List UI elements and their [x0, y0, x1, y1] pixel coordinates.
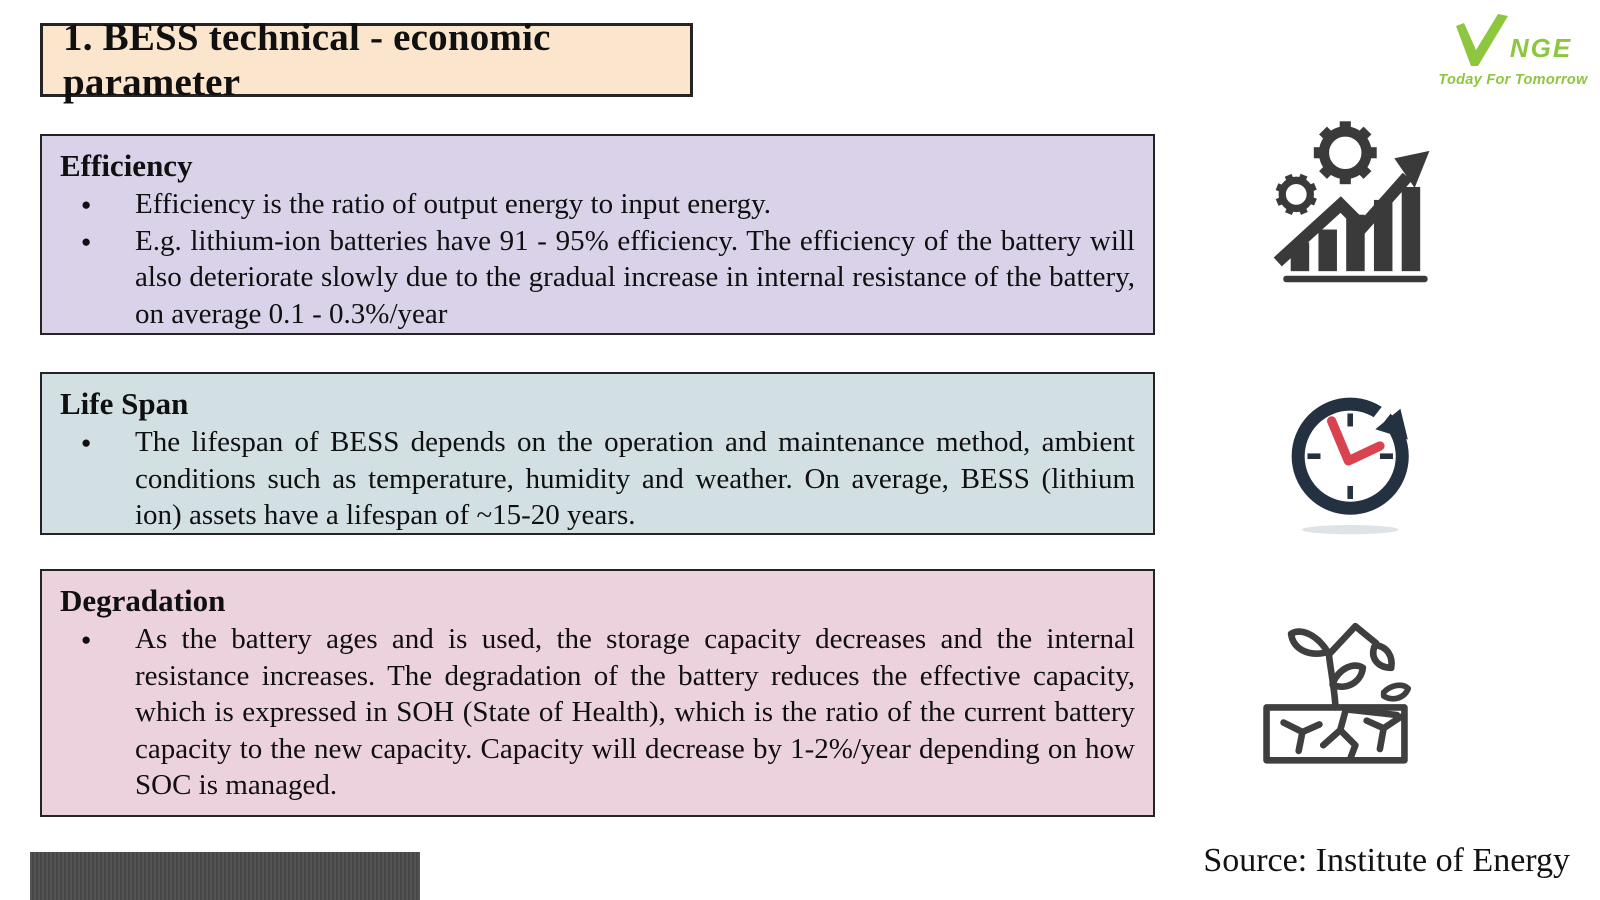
efficiency-heading: Efficiency — [60, 148, 193, 183]
bullet-item: ● Efficiency is the ratio of output energy to input energy. — [135, 186, 1135, 223]
bullet-item: ● As the battery ages and is used, the storage capacity decreases and the internal resistance increases. The degradation of the battery reduces the effective capacity, which is expressed in SOH (State of Health), which is the ratio of the current battery capacity to the new capacity. Capacity will decrease by 1-2%/year depending on how SOC is managed. — [135, 621, 1135, 804]
bullet-item: ● E.g. lithium-ion batteries have 91 - 95% efficiency. The efficiency of the battery will also deteriorate slowly due to the gradual increase in internal resistance of the battery, on average 0.1 - 0.3%/year — [135, 223, 1135, 333]
efficiency-bullet-list — [42, 186, 1153, 332]
logo-tagline: Today For Tomorrow — [1438, 72, 1588, 88]
life-span-heading: Life Span — [60, 386, 189, 421]
degradation-bullet-list — [42, 621, 1153, 804]
vnge-logo — [1438, 14, 1588, 88]
slide-title: 1. BESS technical - economic parameter — [63, 16, 551, 104]
logo-wordmark — [1438, 14, 1588, 66]
logo-name-text: NGE — [1509, 33, 1573, 63]
life-span-panel — [40, 372, 1155, 535]
footer-dark-bar — [30, 852, 420, 900]
clock-history-icon — [1283, 380, 1423, 538]
degradation-panel — [40, 569, 1155, 817]
life-span-bullet-list — [42, 424, 1153, 534]
gears-growth-chart-icon — [1250, 104, 1435, 294]
source-attribution: Source: Institute of Energy — [1203, 842, 1570, 879]
slide-title-box — [40, 16, 693, 104]
logo-checkmark-v-icon — [1454, 14, 1508, 66]
wilted-plant-cracked-soil-icon — [1253, 596, 1418, 766]
efficiency-panel — [40, 134, 1155, 335]
bullet-item: ● The lifespan of BESS depends on the operation and maintenance method, ambient conditions such as temperature, humidity and weather. On average, BESS (lithium ion) assets have a lifespan of ~15-20 years. — [135, 424, 1135, 534]
degradation-heading: Degradation — [60, 583, 226, 618]
